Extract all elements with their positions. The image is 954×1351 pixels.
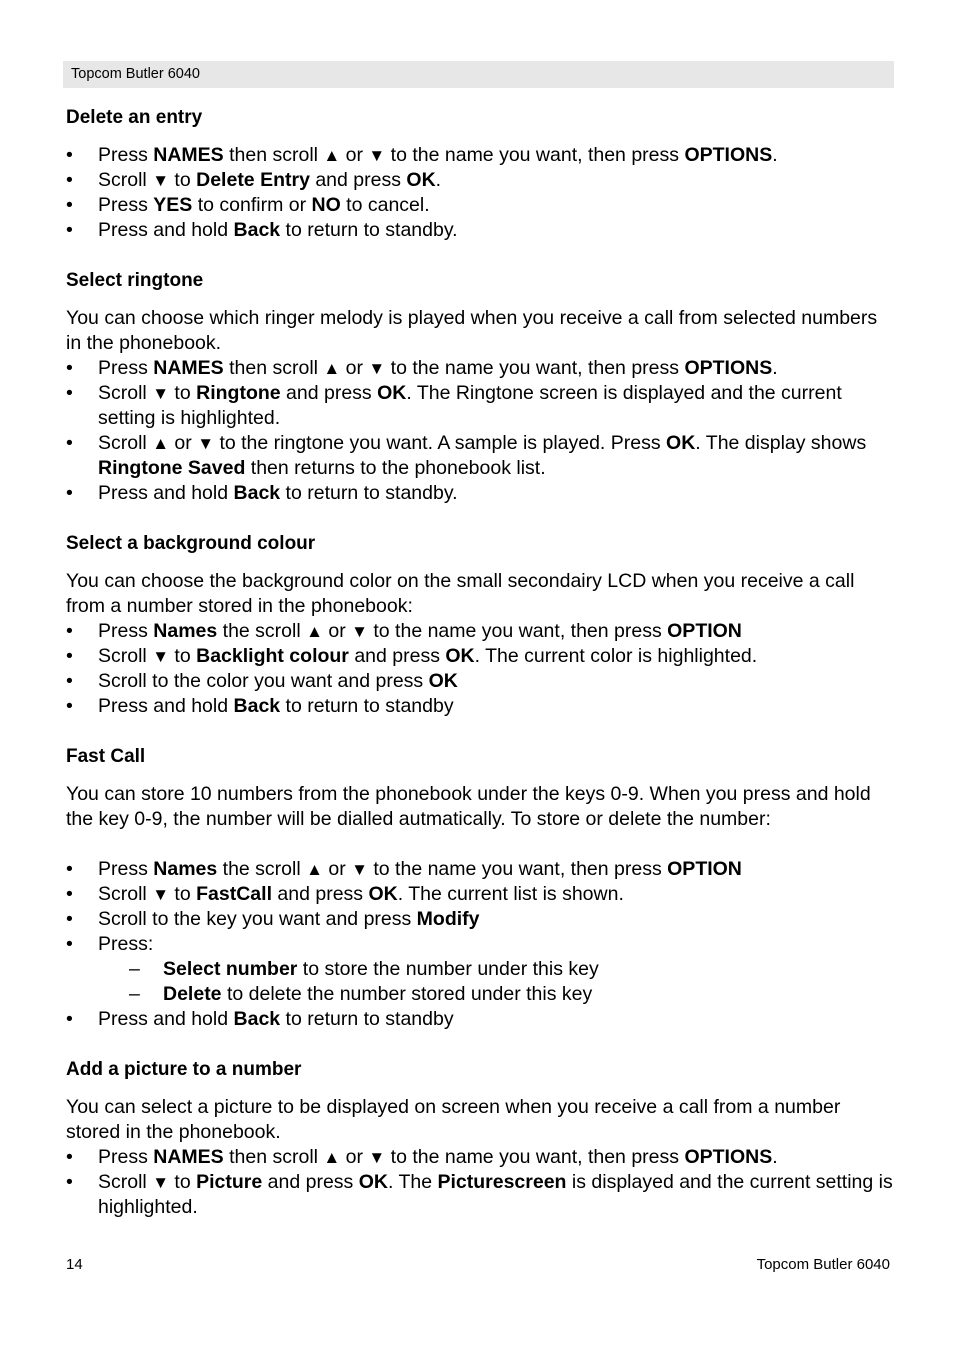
up-arrow-icon: ▲ [323, 1148, 341, 1167]
down-arrow-icon: ▼ [351, 622, 368, 641]
up-arrow-icon: ▲ [152, 434, 170, 453]
up-arrow-icon: ▲ [323, 359, 341, 378]
page-number: 14 [66, 1256, 83, 1273]
sub-list-item: – Delete to delete the number stored under this key [66, 982, 896, 1007]
list-item: • Scroll ▼ to Picture and press OK. The Picturescreen is displayed and the current setting is highlighted. [66, 1170, 896, 1220]
up-arrow-icon: ▲ [323, 146, 341, 165]
up-arrow-icon: ▲ [306, 622, 323, 641]
ringtone-intro: You can choose which ringer melody is played when you receive a call from selected numbers in the phonebook. [66, 307, 878, 354]
down-arrow-icon: ▼ [152, 647, 170, 666]
section-heading-select-ringtone: Select ringtone [66, 270, 204, 291]
down-arrow-icon: ▼ [152, 171, 170, 190]
section-heading-delete-entry: Delete an entry [66, 107, 203, 128]
down-arrow-icon: ▼ [152, 384, 170, 403]
down-arrow-icon: ▼ [351, 860, 368, 879]
page-header [63, 61, 894, 88]
add-picture-intro: You can select a picture to be displayed on screen when you receive a call from a number stored in the phonebook. [66, 1096, 841, 1143]
list-item: • Scroll ▼ to Delete Entry and press OK. [66, 168, 896, 193]
list-item: • Press Names the scroll ▲ or ▼ to the name you want, then press OPTION [66, 619, 896, 644]
list-item: • Press and hold Back to return to standby. [66, 481, 896, 506]
fast-call-list [66, 857, 896, 1032]
list-item: • Scroll ▼ to Ringtone and press OK. The Ringtone screen is displayed and the current setting is highlighted. [66, 381, 896, 431]
background-colour-intro: You can choose the background color on the small secondairy LCD when you receive a call from a number stored in the phonebook: [66, 570, 855, 617]
down-arrow-icon: ▼ [368, 1148, 386, 1167]
header-title: Topcom Butler 6040 [71, 66, 200, 82]
sub-list-item: – Select number to store the number under this key [66, 957, 896, 982]
list-item: • Scroll to the key you want and press Modify [66, 907, 896, 932]
list-item: • Press and hold Back to return to standby. [66, 218, 896, 243]
list-item: • Press and hold Back to return to standby [66, 694, 896, 719]
list-item: • Scroll ▲ or ▼ to the ringtone you want. A sample is played. Press OK. The display shows Ringtone Saved then returns to the phonebook list. [66, 431, 896, 481]
background-colour-list [66, 619, 896, 719]
section-heading-add-picture: Add a picture to a number [66, 1059, 302, 1080]
up-arrow-icon: ▲ [306, 860, 323, 879]
down-arrow-icon: ▼ [368, 146, 386, 165]
list-item: • Scroll ▼ to Backlight colour and press OK. The current color is highlighted. [66, 644, 896, 669]
down-arrow-icon: ▼ [368, 359, 386, 378]
down-arrow-icon: ▼ [197, 434, 215, 453]
add-picture-list [66, 1145, 896, 1220]
list-item: • Scroll ▼ to FastCall and press OK. The current list is shown. [66, 882, 896, 907]
list-item: • Press and hold Back to return to standby [66, 1007, 896, 1032]
list-item: • Press: [66, 932, 896, 957]
section-heading-fast-call: Fast Call [66, 746, 146, 767]
section-heading-background-colour: Select a background colour [66, 533, 316, 554]
list-item: • Press Names the scroll ▲ or ▼ to the name you want, then press OPTION [66, 857, 896, 882]
list-item: • Press NAMES then scroll ▲ or ▼ to the name you want, then press OPTIONS. [66, 1145, 896, 1170]
page-content [66, 105, 896, 1220]
footer-title: Topcom Butler 6040 [756, 1256, 890, 1273]
list-item: • Scroll to the color you want and press OK [66, 669, 896, 694]
down-arrow-icon: ▼ [152, 885, 170, 904]
down-arrow-icon: ▼ [152, 1173, 170, 1192]
list-item: • Press NAMES then scroll ▲ or ▼ to the name you want, then press OPTIONS. [66, 143, 896, 168]
delete-entry-list [66, 143, 896, 243]
list-item: • Press YES to confirm or NO to cancel. [66, 193, 896, 218]
list-item: • Press NAMES then scroll ▲ or ▼ to the name you want, then press OPTIONS. [66, 356, 896, 381]
fast-call-intro: You can store 10 numbers from the phonebook under the keys 0-9. When you press and hold the key 0-9, the number will be dialled autmatically. To store or delete the number: [66, 783, 871, 830]
ringtone-list [66, 356, 896, 506]
